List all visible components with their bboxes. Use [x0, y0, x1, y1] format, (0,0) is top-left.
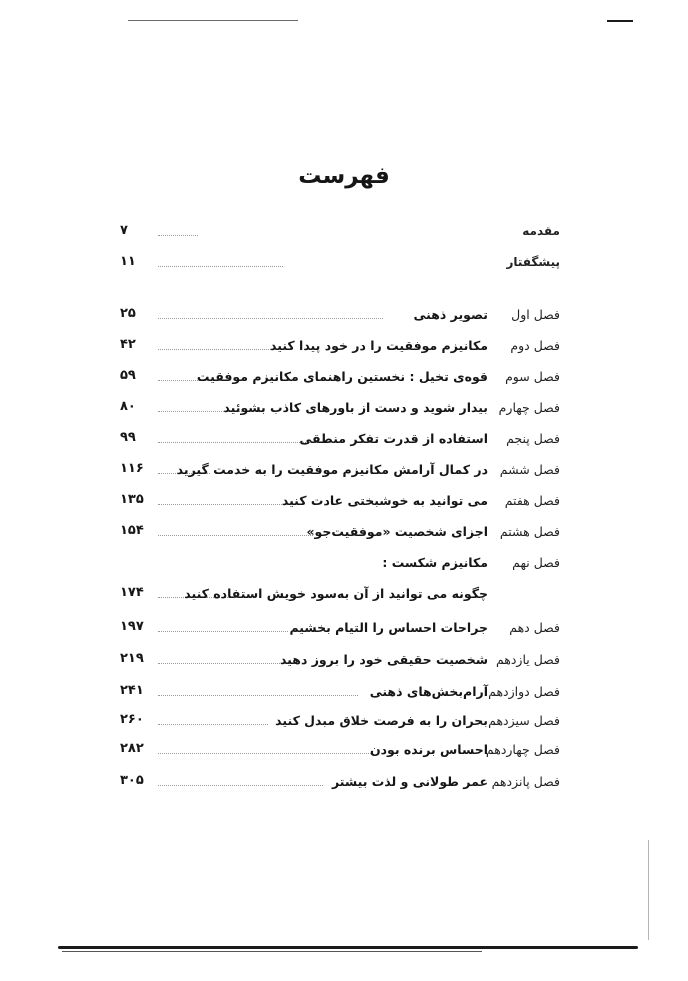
toc-title: در کمال آرامش مکانیزم موفقیت را به خدمت گیرید [176, 462, 488, 477]
dot-leader [158, 695, 358, 696]
toc-page-number: ۳۰۵ [120, 773, 144, 788]
toc-title: مکانیزم شکست : [382, 555, 488, 570]
toc-page-number: ۱۱۶ [120, 461, 144, 476]
toc-row [0, 493, 688, 515]
toc-row [0, 431, 688, 453]
dot-leader [158, 535, 313, 536]
dot-leader [158, 318, 383, 319]
dot-leader [158, 785, 323, 786]
toc-row [0, 742, 688, 764]
dot-leader [158, 235, 198, 236]
toc-title: بیدار شوید و دست از باورهای کاذب بشوئید [223, 400, 488, 415]
toc-row [0, 369, 688, 391]
dot-leader [158, 631, 288, 632]
toc-label: فصل دوازدهم [488, 684, 560, 699]
toc-label: فصل پنجم [506, 431, 560, 446]
toc-row [0, 586, 688, 608]
toc-page-number: ۵۹ [120, 368, 136, 383]
toc-page-number: ۲۴۱ [120, 683, 144, 698]
toc-title: آرام‌بخش‌های ذهنی [369, 684, 488, 699]
dot-leader [158, 349, 273, 350]
scan-edge-line-right [648, 840, 649, 940]
toc-title: شخصیت حقیقی خود را بروز دهید [279, 652, 488, 667]
toc-page-number: ۴۲ [120, 337, 136, 352]
toc-label: فصل هفتم [504, 493, 560, 508]
toc-page-number: ۲۵ [120, 306, 136, 321]
toc-label: فصل چهارم [498, 400, 560, 415]
toc-label: فصل هشتم [499, 524, 560, 539]
page-title: فهرست [298, 163, 390, 190]
toc-label: فصل دوم [510, 338, 560, 353]
toc-row [0, 224, 688, 246]
toc-page-number: ۲۶۰ [120, 712, 144, 727]
scan-edge-line-bottom-thin [62, 951, 482, 952]
toc-row [0, 652, 688, 674]
toc-label: فصل ششم [499, 462, 560, 477]
toc-label: مقدمه [522, 224, 560, 238]
toc-row [0, 713, 688, 735]
toc-label: پیشگفتار [506, 255, 560, 269]
dot-leader [158, 753, 373, 754]
dot-leader [158, 504, 298, 505]
toc-row [0, 774, 688, 796]
toc-page-number: ۸۰ [120, 399, 136, 414]
toc-row [0, 684, 688, 706]
toc-page-number: ۲۱۹ [120, 651, 144, 666]
toc-page-number: ۹۹ [120, 430, 136, 445]
toc-label: فصل یازدهم [495, 652, 560, 667]
dot-leader [158, 442, 318, 443]
toc-label: فصل سیزدهم [488, 713, 560, 728]
toc-page-number: ۱۷۴ [120, 585, 144, 600]
toc-title: بحران را به فرصت خلاق مبدل کنید [275, 713, 488, 728]
toc-title: چگونه می توانید از آن به‌سود خویش استفاده کنید [184, 586, 488, 601]
toc-row [0, 524, 688, 546]
dot-leader [158, 266, 283, 267]
scan-edge-mark [607, 20, 633, 22]
toc-title: مکانیزم موفقیت را در خود پیدا کنید [270, 338, 488, 353]
toc-row [0, 338, 688, 360]
toc-title: قوه‌ی تخیل : نخستین راهنمای مکانیزم موفقیت [196, 369, 488, 384]
toc-row [0, 462, 688, 484]
toc-row [0, 400, 688, 422]
toc-title: جراحات احساس را التیام بخشیم [289, 620, 488, 635]
toc-title: عمر طولانی و لذت بیشتر [332, 774, 488, 789]
toc-label: فصل چهاردهم [485, 742, 560, 757]
toc-label: فصل پانزدهم [491, 774, 560, 789]
toc-row [0, 555, 688, 577]
dot-leader [158, 724, 268, 725]
scan-edge-line-top [128, 20, 298, 21]
toc-row [0, 307, 688, 329]
toc-page-number: ۱۹۷ [120, 619, 144, 634]
toc-title: اجزای شخصیت «موفقیت‌جو» [306, 524, 488, 539]
toc-title: استفاده از قدرت تفکر منطقی [299, 431, 488, 446]
toc-page-number: ۱۵۴ [120, 523, 144, 538]
toc-page-number: ۷ [120, 223, 128, 238]
scan-edge-line-bottom [58, 946, 638, 949]
dot-leader [158, 663, 298, 664]
toc-page-number: ۲۸۲ [120, 741, 144, 756]
toc-page-number: ۱۱ [120, 254, 136, 269]
toc-row [0, 620, 688, 642]
toc-label: فصل سوم [505, 369, 560, 384]
toc-label: فصل اول [511, 307, 560, 322]
toc-label: فصل نهم [512, 555, 560, 570]
toc-title: می توانید به خوشبختی عادت کنید [281, 493, 488, 508]
toc-row [0, 255, 688, 277]
toc-title: تصویر ذهنی [413, 307, 488, 322]
toc-label: فصل دهم [509, 620, 560, 635]
toc-title: احساس برنده بودن [369, 742, 488, 757]
toc-page-number: ۱۳۵ [120, 492, 144, 507]
